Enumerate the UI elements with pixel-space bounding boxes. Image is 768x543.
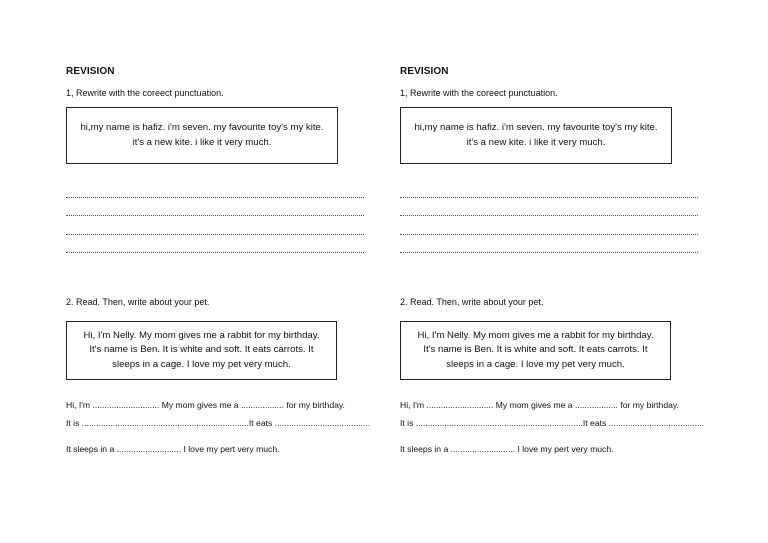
fill-in-sentence[interactable]: It sleeps in a ........................... I love my pert very much. bbox=[66, 444, 280, 454]
task2-text-box bbox=[400, 321, 671, 380]
writing-line[interactable] bbox=[66, 197, 364, 198]
writing-line[interactable] bbox=[66, 215, 364, 216]
writing-line[interactable] bbox=[400, 234, 698, 235]
writing-line[interactable] bbox=[400, 215, 698, 216]
task2-text-line: sleeps in a cage. I love my pet very much. bbox=[446, 358, 625, 370]
worksheet-left bbox=[66, 0, 371, 543]
task1-text-line: hi,my name is hafiz. i'm seven. my favourite toy's my kite. bbox=[80, 122, 324, 133]
task2-instruction: 2. Read. Then, write about your pet. bbox=[66, 297, 210, 307]
task1-text-box bbox=[400, 107, 672, 164]
task2-instruction: 2. Read. Then, write about your pet. bbox=[400, 297, 544, 307]
fill-in-sentence[interactable]: It is ......................................................................It eats ........................................ bbox=[400, 418, 705, 428]
task2-text-box bbox=[66, 321, 337, 380]
worksheet-heading: REVISION bbox=[400, 66, 449, 77]
worksheet-right bbox=[400, 0, 705, 543]
task2-text-line: It's name is Ben. It is white and soft. It eats carrots. It bbox=[89, 344, 314, 356]
task1-instruction: 1, Rewrite with the coreect punctuation. bbox=[66, 88, 224, 98]
task1-text-box bbox=[66, 107, 338, 164]
writing-line[interactable] bbox=[66, 234, 364, 235]
task2-text-line: It's name is Ben. It is white and soft. It eats carrots. It bbox=[423, 344, 648, 356]
writing-line[interactable] bbox=[66, 252, 364, 253]
fill-in-sentence[interactable]: Hi, I'm ............................ My mom gives me a .................. for my birthday. bbox=[400, 400, 679, 410]
writing-line[interactable] bbox=[400, 252, 698, 253]
worksheet-heading: REVISION bbox=[66, 66, 115, 77]
task2-text-line: Hi, I'm Nelly. My mom gives me a rabbit for my birthday. bbox=[83, 329, 320, 341]
fill-in-sentence[interactable]: Hi, I'm ............................ My mom gives me a .................. for my birthday. bbox=[66, 400, 345, 410]
fill-in-sentence[interactable]: It sleeps in a ........................... I love my pert very much. bbox=[400, 444, 614, 454]
task1-text-line: hi,my name is hafiz. i'm seven. my favourite toy's my kite. bbox=[414, 122, 658, 133]
task1-text-line: it's a new kite. i like it very much. bbox=[466, 136, 606, 148]
fill-in-sentence[interactable]: It is ......................................................................It eats ........................................ bbox=[66, 418, 371, 428]
task2-text-line: Hi, I'm Nelly. My mom gives me a rabbit for my birthday. bbox=[417, 329, 654, 341]
task2-text-line: sleeps in a cage. I love my pet very much. bbox=[112, 358, 291, 370]
writing-line[interactable] bbox=[400, 197, 698, 198]
task1-text-line: it's a new kite. i like it very much. bbox=[132, 136, 272, 148]
task1-instruction: 1, Rewrite with the coreect punctuation. bbox=[400, 88, 558, 98]
